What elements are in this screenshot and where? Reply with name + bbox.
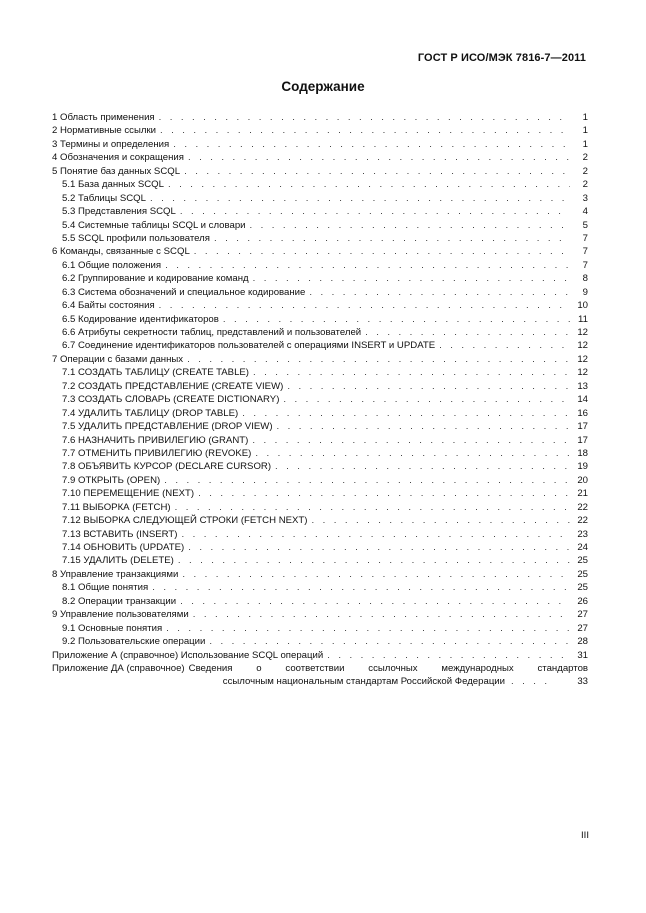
- toc-leader-dots: [150, 192, 570, 205]
- toc-entry-label: 6.1 Общие положения: [62, 259, 162, 271]
- toc-entry-page: 12: [577, 327, 588, 338]
- toc-entry-label: 5.1 База данных SCQL: [62, 179, 164, 191]
- toc-entry-label: 7.9 ОТКРЫТЬ (OPEN): [62, 474, 161, 486]
- toc-entry[interactable]: [52, 501, 588, 514]
- toc-entry[interactable]: [52, 205, 588, 218]
- toc-entry-appendix-da-line2: ссылочным национальным стандартам Российской Федерации: [222, 676, 506, 688]
- toc-entry-label: 8.1 Общие понятия: [62, 582, 149, 594]
- toc-entry[interactable]: [52, 635, 588, 648]
- toc-entry[interactable]: [52, 151, 588, 164]
- toc-leader-dots: [165, 259, 570, 272]
- toc-entry-page: 24: [577, 542, 588, 553]
- toc-entry[interactable]: [52, 245, 588, 258]
- toc-entry-label: 6.2 Группирование и кодирование команд: [62, 273, 249, 285]
- toc-entry-label: 7.13 ВСТАВИТЬ (INSERT): [62, 528, 178, 540]
- toc-entry-page: 12: [577, 367, 588, 379]
- toc-entry-page: 3: [582, 192, 588, 204]
- toc-entry-page: 25: [577, 568, 588, 580]
- toc-entry-label: 9 Управление пользователями: [52, 609, 189, 621]
- toc-entry[interactable]: [52, 568, 588, 581]
- toc-entry[interactable]: [52, 622, 588, 635]
- toc-entry[interactable]: [52, 447, 588, 460]
- toc-entry-label: 5.3 Представления SCQL: [62, 206, 176, 218]
- toc-leader-dots: [178, 554, 570, 567]
- toc-entry-appendix-da-body: [189, 662, 588, 689]
- toc-entry-page: 7: [582, 246, 588, 258]
- toc-entry-label: 7.4 УДАЛИТЬ ТАБЛИЦУ (DROP TABLE): [62, 407, 239, 419]
- toc-leader-dots: [253, 272, 570, 285]
- toc-leader-dots: [193, 608, 570, 621]
- toc-entry-label: 3 Термины и определения: [52, 138, 170, 150]
- toc-leader-dots: [180, 205, 570, 218]
- toc-entry-appendix-da-page: 33: [577, 676, 588, 688]
- toc-entry[interactable]: [52, 581, 588, 594]
- toc-leader-dots: [164, 474, 570, 487]
- toc-entry-label: 7.10 ПЕРЕМЕЩЕНИЕ (NEXT): [62, 488, 195, 500]
- toc-entry[interactable]: [52, 138, 588, 151]
- toc-entry-page: 2: [582, 165, 588, 177]
- toc-entry[interactable]: [52, 649, 588, 662]
- toc-entry-label: 7.15 УДАЛИТЬ (DELETE): [62, 555, 174, 567]
- toc-entry-page: 5: [582, 219, 588, 231]
- toc-entry-label: 7.7 ОТМЕНИТЬ ПРИВИЛЕГИЮ (REVOKE): [62, 447, 252, 459]
- toc-entry[interactable]: [52, 192, 588, 205]
- toc-entry[interactable]: [52, 528, 588, 541]
- toc-leader-dots: [252, 434, 570, 447]
- page-title: Содержание: [281, 79, 365, 94]
- toc-leader-dots: [250, 219, 570, 232]
- toc-entry[interactable]: [52, 219, 588, 232]
- toc-entry-label: 7.1 СОЗДАТЬ ТАБЛИЦУ (CREATE TABLE): [62, 367, 249, 379]
- toc-leader-dots: [188, 541, 570, 554]
- toc-entry-label: 4 Обозначения и сокращения: [52, 152, 184, 164]
- toc-entry-label: 7.6 НАЗНАЧИТЬ ПРИВИЛЕГИЮ (GRANT): [62, 434, 249, 446]
- toc-entries: [52, 111, 588, 662]
- toc-entry[interactable]: [52, 353, 588, 366]
- toc-leader-dots: [187, 353, 570, 366]
- toc-entry-page: 28: [577, 636, 588, 648]
- toc-entry-page: 18: [577, 447, 588, 459]
- toc-entry-page: 22: [577, 501, 588, 513]
- toc-entry[interactable]: [52, 541, 588, 554]
- toc-entry-label: 6.5 Кодирование идентификаторов: [62, 313, 219, 325]
- toc-entry-page: 12: [577, 353, 588, 365]
- table-of-contents: [52, 111, 588, 689]
- toc-entry-appendix-da-prefix: Приложение ДА (справочное): [52, 662, 185, 674]
- toc-entry-page: 7: [582, 232, 588, 244]
- toc-entry[interactable]: [52, 554, 588, 567]
- toc-leader-dots: [180, 595, 570, 608]
- toc-leader-dots: [277, 420, 570, 433]
- toc-entry-page: 1: [582, 125, 588, 137]
- document-standard-header: ГОСТ Р ИСО/МЭК 7816-7—2011: [417, 52, 586, 64]
- toc-entry-page: 25: [577, 555, 588, 567]
- toc-entry[interactable]: [52, 608, 588, 621]
- toc-entry[interactable]: [52, 380, 588, 393]
- toc-entry-page: 14: [577, 394, 588, 406]
- toc-entry[interactable]: [52, 434, 588, 447]
- toc-entry-page: 17: [577, 421, 588, 433]
- toc-entry[interactable]: [52, 272, 588, 285]
- toc-entry[interactable]: [52, 339, 588, 352]
- toc-entry-label: 5.5 SCQL профили пользователя: [62, 232, 210, 244]
- toc-entry[interactable]: [52, 393, 588, 406]
- toc-entry-label: 7.2 СОЗДАТЬ ПРЕДСТАВЛЕНИЕ (CREATE VIEW): [62, 380, 284, 392]
- toc-entry-page: 2: [582, 152, 588, 164]
- toc-entry-page: 12: [577, 340, 588, 352]
- toc-entry[interactable]: [52, 420, 588, 433]
- toc-entry[interactable]: [52, 259, 588, 272]
- toc-entry-label: 7.8 ОБЪЯВИТЬ КУРСОР (DECLARE CURSOR): [62, 461, 272, 473]
- toc-entry-label: 9.2 Пользовательские операции: [62, 636, 206, 648]
- toc-entry-label: 8 Управление транзакциями: [52, 568, 179, 580]
- toc-leader-dots: . . . .: [511, 676, 550, 688]
- toc-entry[interactable]: [52, 326, 588, 339]
- toc-entry-appendix-da-line2-row: [189, 675, 588, 688]
- toc-leader-dots: [209, 635, 570, 648]
- toc-entry-page: 1: [582, 112, 588, 123]
- toc-leader-dots: [311, 514, 570, 527]
- toc-leader-dots: [287, 380, 570, 393]
- toc-entry-label: 7.5 УДАЛИТЬ ПРЕДСТАВЛЕНИЕ (DROP VIEW): [62, 421, 273, 433]
- toc-entry[interactable]: [52, 487, 588, 500]
- toc-entry-page: 7: [582, 259, 588, 271]
- toc-entry-page: 17: [577, 434, 588, 446]
- toc-entry-page: 26: [577, 595, 588, 607]
- toc-entry[interactable]: [52, 111, 588, 124]
- toc-leader-dots: [242, 407, 570, 420]
- toc-entry[interactable]: [52, 460, 588, 473]
- toc-entry[interactable]: [52, 514, 588, 527]
- toc-entry-label: 9.1 Основные понятия: [62, 622, 163, 634]
- toc-leader-dots: [255, 447, 570, 460]
- toc-leader-dots: [223, 313, 570, 326]
- toc-entry-page: 9: [582, 286, 588, 298]
- toc-entry-label: 5 Понятие баз данных SCQL: [52, 165, 181, 177]
- toc-entry-page: 27: [577, 622, 588, 634]
- toc-entry-page: 1: [582, 138, 588, 150]
- toc-entry-page: 4: [582, 206, 588, 218]
- page-folio: III: [581, 830, 589, 841]
- toc-entry[interactable]: [52, 595, 588, 608]
- toc-entry-page: 20: [577, 474, 588, 486]
- toc-entry-label: 6.4 Байты состояния: [62, 300, 155, 312]
- toc-entry-label: 1 Область применения: [52, 112, 155, 123]
- toc-entry-label: 7.12 ВЫБОРКА СЛЕДУЮЩЕЙ СТРОКИ (FETCH NEXT): [62, 515, 308, 527]
- toc-entry-page: 25: [577, 582, 588, 594]
- toc-leader-dots: [168, 178, 570, 191]
- toc-entry-label: 8.2 Операции транзакции: [62, 595, 177, 607]
- toc-entry-page: 21: [577, 488, 588, 500]
- toc-entry-label: 7.3 СОЗДАТЬ СЛОВАРЬ (CREATE DICTIONARY): [62, 394, 280, 406]
- toc-entry[interactable]: [52, 299, 588, 312]
- toc-entry[interactable]: [52, 124, 588, 137]
- toc-entry[interactable]: [52, 286, 588, 299]
- toc-entry-label: 7.11 ВЫБОРКА (FETCH): [62, 501, 171, 513]
- toc-leader-dots: [188, 151, 570, 164]
- toc-entry-label: 6.7 Соединение идентификаторов пользователей с операциями INSERT и UPDATE: [62, 340, 436, 352]
- toc-entry-label: 6.6 Атрибуты секретности таблиц, представлений и пользователей: [62, 327, 362, 338]
- toc-entry-label: 5.4 Системные таблицы SCQL и словари: [62, 219, 246, 231]
- toc-entry-page: 16: [577, 407, 588, 419]
- toc-leader-dots: [159, 299, 570, 312]
- toc-leader-dots: [159, 111, 570, 124]
- toc-entry[interactable]: [52, 407, 588, 420]
- toc-leader-dots: [166, 622, 570, 635]
- toc-entry-page: 11: [578, 313, 588, 325]
- toc-leader-dots: [214, 232, 570, 245]
- toc-entry[interactable]: [52, 313, 588, 326]
- toc-entry-page: 23: [577, 528, 588, 540]
- toc-entry[interactable]: [52, 366, 588, 379]
- toc-entry-appendix-da-line1: Сведения о соответствии ссылочных международных стандартов: [188, 662, 588, 674]
- toc-entry-page: 22: [577, 515, 588, 527]
- toc-entry-label: 6 Команды, связанные с SCQL: [52, 246, 190, 258]
- toc-leader-dots: [198, 487, 570, 500]
- toc-entry[interactable]: [52, 474, 588, 487]
- toc-leader-dots: [283, 393, 570, 406]
- toc-entry-page: 2: [582, 179, 588, 191]
- toc-leader-dots: [194, 245, 570, 258]
- toc-leader-dots: [365, 326, 570, 339]
- toc-entry[interactable]: [52, 165, 588, 178]
- toc-leader-dots: [439, 339, 570, 352]
- toc-entry-page: 31: [577, 649, 588, 661]
- toc-entry-label: 5.2 Таблицы SCQL: [62, 192, 146, 204]
- toc-entry-label: 7 Операции с базами данных: [52, 353, 184, 365]
- toc-leader-dots: [175, 501, 570, 514]
- toc-leader-dots: [309, 286, 570, 299]
- toc-leader-dots: [173, 138, 570, 151]
- toc-entry-label: 7.14 ОБНОВИТЬ (UPDATE): [62, 542, 185, 553]
- toc-entry-appendix-da[interactable]: [52, 662, 588, 689]
- toc-leader-dots: [181, 528, 570, 541]
- toc-entry[interactable]: [52, 178, 588, 191]
- toc-leader-dots: [152, 581, 570, 594]
- toc-entry-label: 6.3 Система обозначений и специальное кодирование: [62, 286, 306, 298]
- toc-entry-page: 8: [582, 273, 588, 285]
- toc-entry[interactable]: [52, 232, 588, 245]
- toc-leader-dots: [253, 366, 570, 379]
- toc-entry-page: 19: [577, 461, 588, 473]
- toc-leader-dots: [182, 568, 570, 581]
- toc-entry-label: Приложение А (справочное) Использование SCQL операций: [52, 649, 324, 661]
- toc-entry-page: 13: [577, 380, 588, 392]
- toc-entry-label: 2 Нормативные ссылки: [52, 125, 157, 137]
- toc-leader-dots: [160, 124, 570, 137]
- toc-leader-dots: [275, 460, 570, 473]
- toc-entry-page: 27: [577, 609, 588, 621]
- toc-leader-dots: [184, 165, 570, 178]
- toc-leader-dots: [327, 649, 570, 662]
- toc-entry-page: 10: [577, 300, 588, 312]
